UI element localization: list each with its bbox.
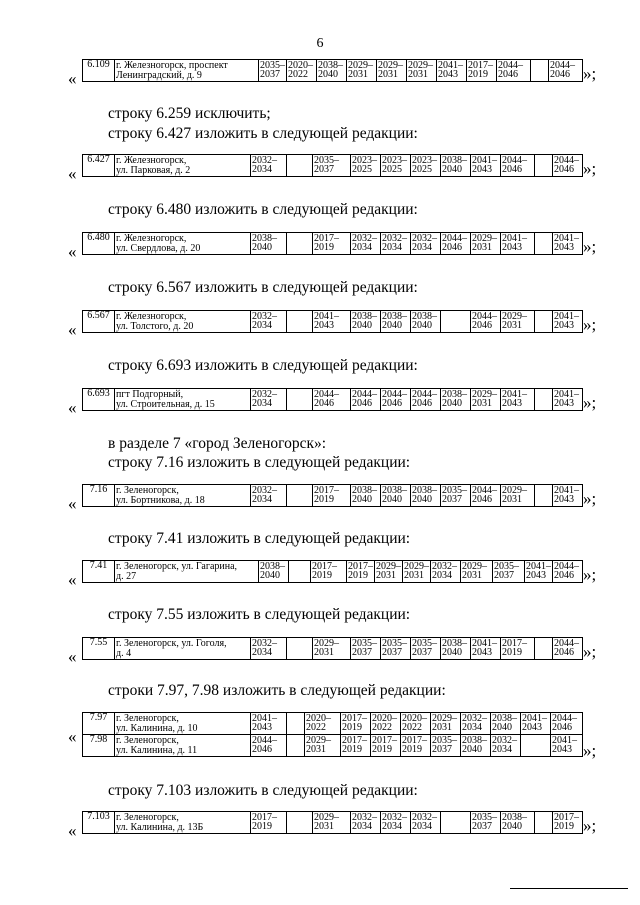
amendment-block [68, 712, 608, 764]
year-cell: 2017–2019 [348, 561, 373, 581]
year-cell: 2032–2034 [351, 812, 381, 834]
page-number: 6 [316, 36, 324, 51]
year-cell: 2032–2034 [251, 638, 287, 660]
year-cell: 2044–2046 [471, 311, 501, 333]
year-cell: 2023–2025 [351, 155, 381, 177]
year-cell: 2044–2046 [441, 233, 471, 255]
year-cell: 2032–2034 [251, 311, 287, 333]
row-address: г. Зеленогорск, ул. Бортникова, д. 18 [115, 485, 251, 507]
year-cell: 2032–2034 [431, 561, 461, 583]
year-cell: 2035–2037 [411, 638, 441, 660]
year-cell: 2029–2031 [377, 60, 407, 82]
year-cell: 2038–2040 [351, 311, 381, 333]
year-cell: 2035–2037 [441, 485, 471, 507]
year-cell: 2029–2031 [313, 638, 351, 660]
year-cell [441, 311, 471, 333]
quote-close: »; [583, 489, 597, 508]
row-address: г. Зеленогорск, ул. Гоголя, д. 4 [115, 638, 251, 660]
amendment-table [82, 484, 583, 507]
amendment-block [68, 637, 608, 677]
quote-open: « [68, 320, 77, 339]
year-cell: 2017–2019 [553, 812, 583, 834]
year-cell: 2029–2031 [407, 60, 437, 82]
amendment-table [82, 712, 583, 757]
year-cell: 2032–2034 [411, 233, 441, 255]
year-cell: 2035–2037 [381, 638, 411, 660]
table-row [83, 233, 583, 255]
instruction-text: строки 7.97, 7.98 изложить в следующей редакции: [108, 682, 446, 699]
year-cell: 2029–2031 [313, 812, 351, 834]
year-cell: 2017–2019 [313, 485, 351, 507]
instruction-text: в разделе 7 «город Зеленогорск»: [108, 435, 327, 452]
table-row [83, 638, 583, 660]
year-cell: 2020–2022 [287, 60, 317, 82]
year-cell: 2032–2034 [381, 812, 411, 834]
table-row [83, 561, 583, 583]
amendment-table [82, 310, 583, 333]
year-cell: 2044–2046 [549, 60, 583, 82]
row-address: г. Зеленогорск, ул. Калинина, д. 13Б [115, 812, 251, 834]
amendment-block [68, 232, 608, 272]
amendment-block [68, 484, 608, 524]
row-address: г. Железногорск, ул. Парковая, д. 2 [115, 155, 251, 177]
quote-close: »; [583, 159, 597, 178]
year-cell: 2029–2031 [501, 311, 535, 333]
amendment-table [82, 560, 583, 583]
year-cell: 2038–2040 [461, 735, 491, 757]
table-row [83, 485, 583, 507]
row-address: г. Зеленогорск, ул. Калинина, д. 10 [115, 713, 251, 735]
year-cell: 2041–2043 [471, 155, 501, 177]
amendment-block [68, 560, 608, 600]
year-cell: 2035–2037 [431, 735, 461, 757]
instruction-text: строку 7.41 изложить в следующей редакции: [108, 530, 411, 547]
year-cell: 2038–2040 [317, 60, 347, 82]
year-cell: 2029–2031 [461, 561, 493, 583]
year-cell: 2029–2031 [471, 389, 501, 411]
table-row [83, 389, 583, 411]
year-cell [287, 713, 305, 735]
year-cell: 2041–2043 [501, 389, 535, 411]
quote-open: « [68, 398, 77, 417]
year-cell: 2029–2031 [347, 60, 377, 82]
year-cell: 2032–2034 [251, 155, 287, 177]
footer-rule [510, 888, 628, 889]
table-row [83, 155, 583, 177]
year-cell: 2017–2019 [341, 713, 371, 735]
year-cell: 2041–2043 [553, 389, 583, 411]
quote-close: »; [583, 237, 597, 256]
year-cell: 2038–2040 [441, 155, 471, 177]
row-address: г. Зеленогорск, ул. Калинина, д. 11 [115, 735, 251, 757]
year-cell [535, 812, 553, 834]
table-row [83, 812, 583, 834]
year-cell: 2041–2043 [553, 311, 583, 333]
amendment-block [68, 811, 608, 851]
year-cell: 2041–2043 [521, 713, 551, 735]
year-cell: 2044–2046 [471, 485, 501, 507]
year-cell: 2038–2040 [381, 485, 411, 507]
instruction-text: строку 7.103 изложить в следующей редакции: [108, 782, 418, 799]
instruction-text: строку 7.55 изложить в следующей редакции: [108, 606, 411, 623]
row-number: 7.98 [83, 735, 115, 757]
year-cell: 2020–2022 [305, 713, 341, 735]
year-cell [287, 638, 313, 660]
amendment-table [82, 232, 583, 255]
quote-open: « [68, 242, 77, 261]
row-number: 6.480 [83, 233, 115, 255]
year-cell: 2017–2019 [371, 735, 401, 757]
year-cell: 2044–2046 [553, 155, 583, 177]
year-cell [441, 812, 471, 834]
year-cell: 2038–2040 [251, 233, 287, 255]
year-cell: 2041–2043 [526, 561, 551, 581]
year-cell: 2038–2040 [351, 485, 381, 507]
year-cell: 2017–2019 [501, 638, 535, 660]
instruction-text: строку 7.16 изложить в следующей редакции: [108, 454, 411, 471]
quote-open: « [68, 821, 77, 840]
table-row [83, 735, 583, 757]
year-cell: 2023–2025 [411, 155, 441, 177]
year-cell: 2041–2043 [551, 735, 583, 757]
amendment-block [68, 388, 608, 428]
year-cell: 2041–2043 [553, 233, 583, 255]
quote-open: « [68, 494, 77, 513]
year-cell [535, 233, 553, 255]
quote-open: « [68, 570, 77, 589]
year-cell [535, 155, 553, 177]
year-cell: 2044–2046 [553, 638, 583, 660]
row-number: 7.103 [83, 812, 115, 834]
year-cell [521, 735, 551, 757]
row-number: 7.41 [83, 561, 115, 583]
year-cell [287, 311, 313, 333]
year-cell [535, 389, 553, 411]
year-cell: 2035–2037 [260, 60, 285, 80]
row-number: 6.427 [83, 155, 115, 177]
year-cell: 2038–2040 [411, 485, 441, 507]
year-cell: 2029–2031 [376, 561, 401, 581]
amendment-block [68, 154, 608, 194]
row-number: 7.55 [83, 638, 115, 660]
year-cell: 2029–2031 [431, 713, 461, 735]
year-cell [535, 485, 553, 507]
year-cell: 2032–2034 [251, 389, 287, 411]
year-cell: 2029–2031 [305, 735, 341, 757]
quote-open: « [68, 727, 77, 746]
year-cell: 2044–2046 [553, 561, 583, 583]
year-cell: 2044–2046 [381, 389, 411, 411]
quote-open: « [68, 647, 77, 666]
year-cell: 2038–2040 [259, 561, 289, 583]
row-address: г. Зеленогорск, ул. Гагарина, д. 27 [115, 561, 259, 583]
year-cell: 2044–2046 [251, 735, 287, 757]
year-cell: 2032–2034 [461, 713, 491, 735]
year-cell: 2038–2040 [441, 389, 471, 411]
row-address: г. Железногорск, проспект Ленинградский, д. 9 [115, 60, 259, 82]
year-cell: 2044–2046 [551, 713, 583, 735]
year-cell: 2032–2034 [411, 812, 441, 834]
instruction-text: строку 6.693 изложить в следующей редакции: [108, 357, 418, 374]
year-cell [287, 812, 313, 834]
year-cell [289, 561, 311, 583]
year-cell: 2020–2022 [401, 713, 431, 735]
quote-close: »; [583, 642, 597, 661]
year-cell [287, 485, 313, 507]
year-cell: 2044–2046 [501, 155, 535, 177]
quote-close: »; [583, 64, 597, 83]
year-cell: 2032–2034 [251, 485, 287, 507]
year-cell: 2017–2019 [311, 561, 347, 583]
year-cell: 2041–2043 [313, 311, 351, 333]
year-cell: 2032–2034 [381, 233, 411, 255]
year-cell: 2038–2040 [381, 311, 411, 333]
quote-close: »; [583, 315, 597, 334]
year-cell: 2029–2031 [404, 561, 429, 581]
row-number: 6.567 [83, 311, 115, 333]
year-cell [531, 60, 549, 82]
year-cell: 2038–2040 [501, 812, 535, 834]
year-cell: 2044–2046 [411, 389, 441, 411]
amendment-block [68, 59, 608, 99]
year-cell: 2041–2043 [471, 638, 501, 660]
year-cell: 2038–2040 [491, 713, 521, 735]
year-cell: 2035–2037 [471, 812, 501, 834]
year-cell [287, 233, 313, 255]
year-cell: 2041–2043 [553, 485, 583, 507]
instruction-text: строку 6.259 исключить; [108, 105, 271, 122]
year-cell: 2044–2046 [313, 389, 351, 411]
table-row [83, 311, 583, 333]
year-cell [535, 311, 553, 333]
year-cell: 2041–2043 [251, 713, 287, 735]
year-cell: 2032–2034 [491, 735, 521, 757]
row-number: 6.693 [83, 389, 115, 411]
row-number: 6.109 [83, 60, 115, 82]
year-cell: 2035–2037 [351, 638, 381, 660]
instruction-text: строку 6.427 изложить в следующей редакции: [108, 125, 418, 142]
year-cell: 2029–2031 [471, 233, 501, 255]
quote-close: »; [583, 816, 597, 835]
year-cell: 2017–2019 [401, 735, 431, 757]
quote-close: »; [583, 565, 597, 584]
row-address: г. Железногорск, ул. Свердлова, д. 20 [115, 233, 251, 255]
year-cell: 2041–2043 [501, 233, 535, 255]
table-row [83, 713, 583, 735]
year-cell: 2044–2046 [497, 60, 531, 82]
year-cell: 2035–2037 [313, 155, 351, 177]
year-cell: 2044–2046 [351, 389, 381, 411]
instruction-text: строку 6.567 изложить в следующей редакции: [108, 279, 418, 296]
year-cell: 2029–2031 [501, 485, 535, 507]
amendment-table [82, 388, 583, 411]
year-cell: 2035–2037 [493, 561, 525, 583]
quote-close: »; [583, 393, 597, 412]
row-number: 7.97 [83, 713, 115, 735]
year-cell: 2017–2019 [341, 735, 371, 757]
amendment-table [82, 59, 583, 82]
row-number: 7.16 [83, 485, 115, 507]
year-cell: 2017–2019 [467, 60, 497, 82]
year-cell [287, 389, 313, 411]
year-cell: 2017–2019 [251, 812, 287, 834]
quote-open: « [68, 69, 77, 88]
amendment-block [68, 310, 608, 350]
year-cell: 2032–2034 [351, 233, 381, 255]
year-cell: 2038–2040 [411, 311, 441, 333]
instruction-text: строку 6.480 изложить в следующей редакции: [108, 201, 418, 218]
year-cell: 2041–2043 [437, 60, 467, 82]
year-cell: 2020–2022 [371, 713, 401, 735]
year-cell: 2023–2025 [381, 155, 411, 177]
amendment-table [82, 154, 583, 177]
quote-open: « [68, 164, 77, 183]
year-cell: 2038–2040 [441, 638, 471, 660]
row-address: пгт Подгорный, ул. Строительная, д. 15 [115, 389, 251, 411]
year-cell: 2017–2019 [313, 233, 351, 255]
year-cell [535, 638, 553, 660]
year-cell [287, 155, 313, 177]
amendment-table [82, 637, 583, 660]
year-cell [287, 735, 305, 757]
quote-close: »; [583, 741, 597, 760]
row-address: г. Железногорск, ул. Толстого, д. 20 [115, 311, 251, 333]
amendment-table [82, 811, 583, 834]
